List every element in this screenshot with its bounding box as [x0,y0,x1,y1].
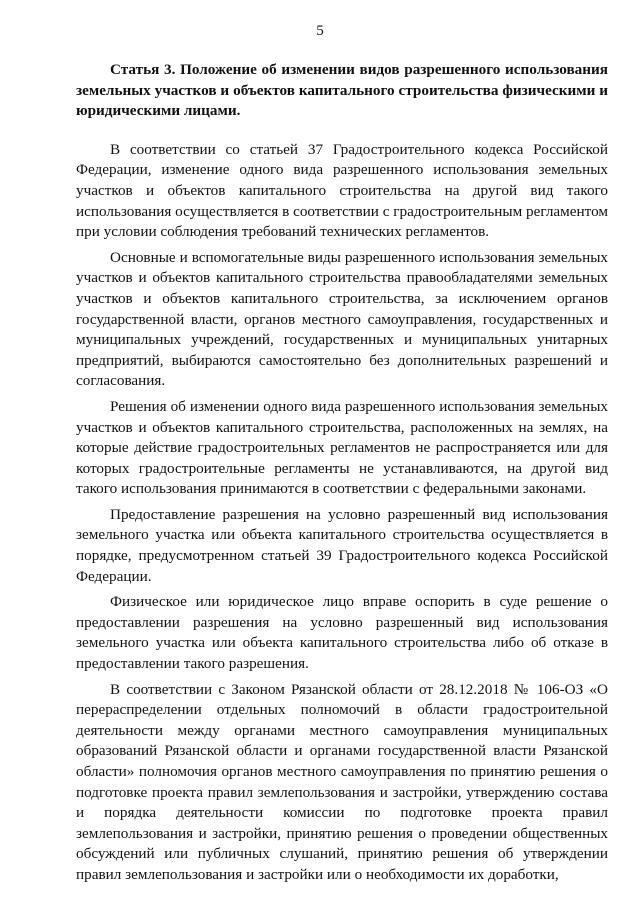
paragraph-4: Предоставление разрешения на условно разрешенный вид использования земельного участка или объекта капитального строительства осуществляется в порядке, предусмотренном статьей 39 Градостроительного кодекса Российской Федерации. [76,505,608,585]
page-number: 5 [316,23,324,39]
paragraph-1: В соответствии со статьей 37 Градостроительного кодекса Российской Федерации, изменение одного вида разрешенного использования земельных участков и объектов капитального строительства на другой вид такого использования осуществляется в соответствии с градостроительным регламентом при условии соблюдения требований технических регламентов. [76,140,608,241]
paragraph-3: Решения об изменении одного вида разрешенного использования земельных участков и объектов капитального строительства, расположенных на землях, на которые действие градостроительных регламентов не распространяется или для которых градостроительные регламенты не устанавливаются, на другой вид такого использования принимаются в соответствии с федеральными законами. [76,397,608,498]
page-content [76,60,608,891]
paragraph-2: Основные и вспомогательные виды разрешенного использования земельных участков и объектов капитального строительства правообладателями земельных участков и объектов капитального строительства, за исключением органов государственной власти, органов местного самоуправления, государственных и муниципальных учреждений, государственных и муниципальных унитарных предприятий, выбираются самостоятельно без дополнительных разрешений и согласования. [76,248,608,390]
article-heading: Статья 3. Положение об изменении видов разрешенного использования земельных участков и объектов капитального строительства физическими и юридическими лицами. [76,61,608,120]
paragraph-5: Физическое или юридическое лицо вправе оспорить в суде решение о предоставлении разрешения на условно разрешенный вид использования земельного участка или объекта капитального строительства либо об отказе в предоставлении такого разрешения. [76,593,608,673]
paragraph-6: В соответствии с Законом Рязанской области от 28.12.2018 № 106-ОЗ «О перераспределении отдельных полномочий в области градостроительной деятельности между органами местного самоуправления муниципальных образований Рязанской области и органами государственной власти Рязанской области» полномочия органов местного самоуправления по принятию решения о подготовке проекта правил землепользования и застройки, утверждению состава и порядка деятельности комиссии по подготовке проекта правил землепользования и застройки, принятию решения о проведении общественных обсуждений или публичных слушаний, принятию решения об утверждении правил землепользования и застройки или о необходимости их доработки, [76,680,608,883]
